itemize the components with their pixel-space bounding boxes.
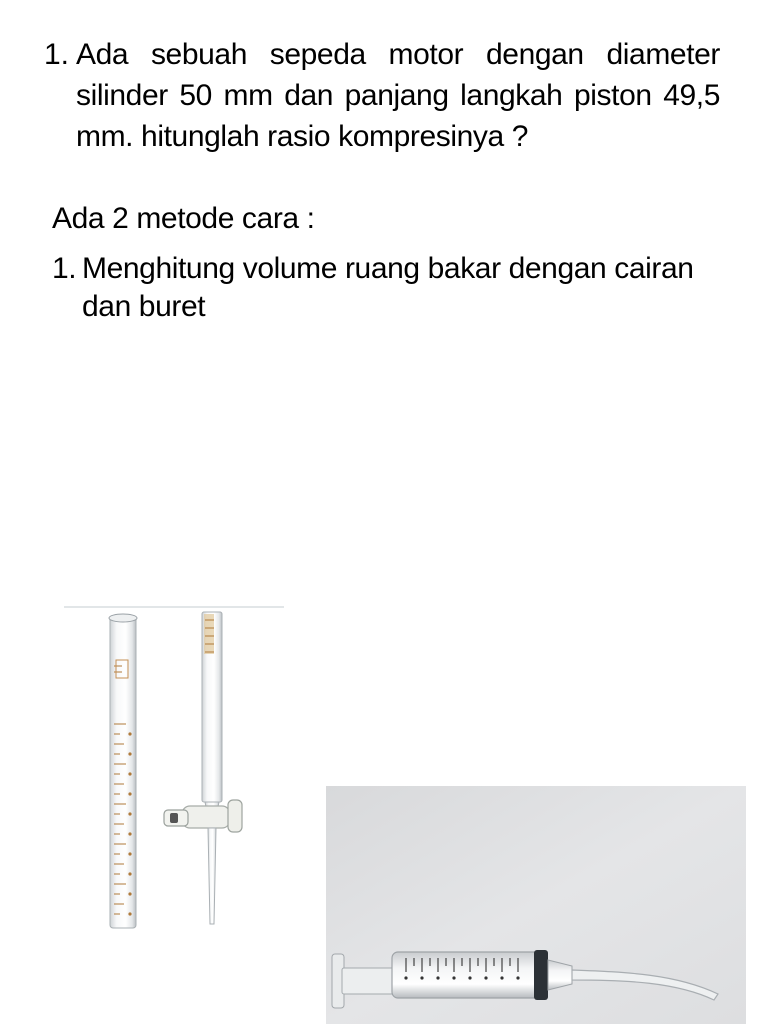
question-text: Ada sebuah sepeda motor dengan diameter silinder 50 mm dan panjang langkah piston 49,5 mm. hitunglah rasio kompresinya ? bbox=[76, 38, 720, 153]
method-item bbox=[52, 250, 742, 326]
question-number: 1. bbox=[44, 38, 70, 71]
method-number: 1. bbox=[52, 252, 77, 285]
syringe-photo bbox=[326, 786, 746, 1024]
question-item bbox=[44, 34, 720, 157]
burets-photo bbox=[64, 606, 284, 934]
graduated-cylinder bbox=[109, 614, 137, 928]
methods-heading: Ada 2 metode cara : bbox=[52, 202, 315, 235]
method-text: Menghitung volume ruang bakar dengan cairan dan buret bbox=[82, 252, 694, 323]
